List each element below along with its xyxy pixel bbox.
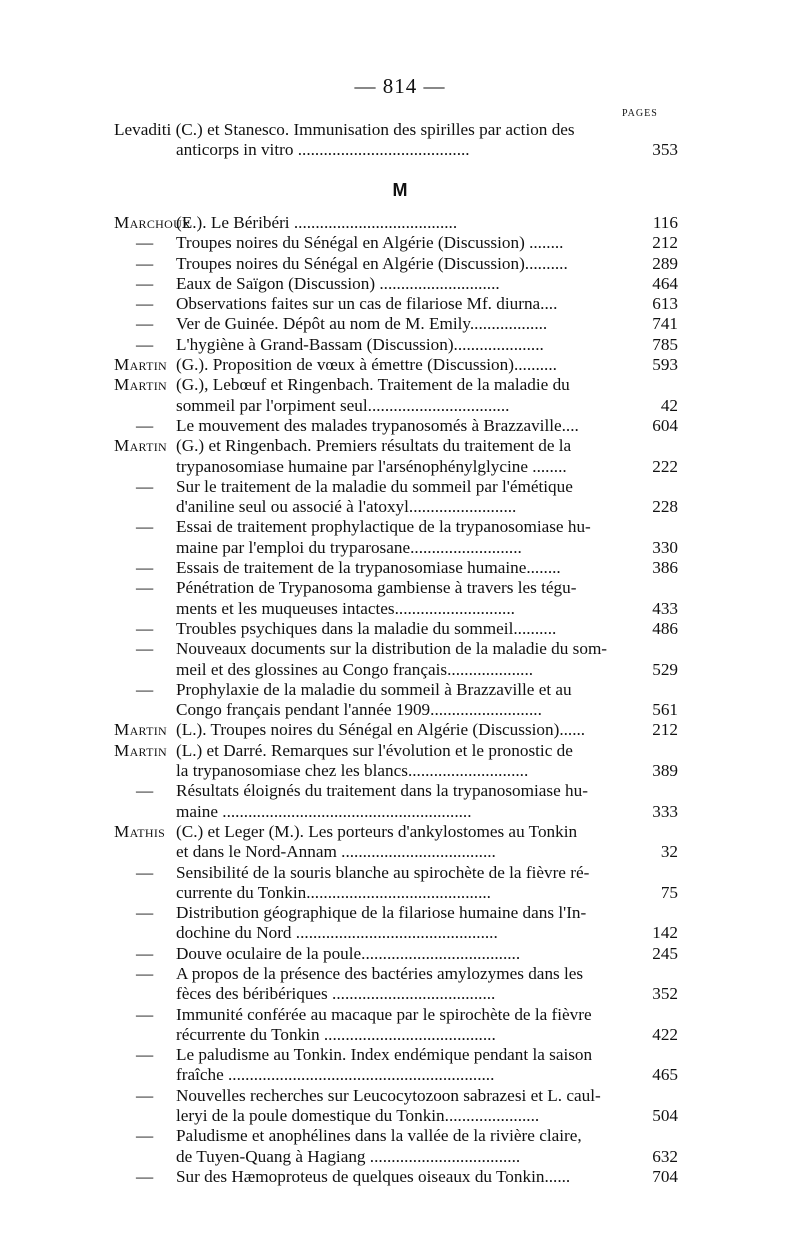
entry-text: Résultats éloignés du traitement dans la trypanosomiase hu- (176, 781, 588, 801)
index-entry-line (114, 700, 678, 720)
ditto-dash: — (136, 639, 154, 659)
entry-text: Distribution géographique de la filariose humaine dans l'In- (176, 903, 587, 923)
entry-text: Nouvelles recherches sur Leucocytozoon sabrazesi et L. caul- (176, 1085, 601, 1105)
ditto-dash: — (136, 578, 154, 598)
ditto-dash: — (136, 1004, 154, 1024)
section-letter-heading: M (392, 180, 408, 200)
entry-page-number: 245 (652, 943, 678, 963)
index-entry-line (114, 944, 678, 964)
ditto-dash: — (136, 943, 154, 963)
index-entry-line (114, 923, 678, 943)
entry-page-number: 228 (652, 497, 678, 517)
entry-text: (G.), Lebœuf et Ringenbach. Traitement de la maladie du (176, 375, 570, 395)
entry-page-number: 561 (652, 700, 678, 720)
index-block-m (114, 213, 678, 1187)
entry-page-number: 704 (652, 1166, 678, 1186)
ditto-dash: — (136, 1166, 154, 1186)
entry-author: Martin (114, 720, 168, 740)
entry-text: Douve oculaire de la poule..................................... (176, 943, 521, 963)
entry-page-number: 42 (660, 395, 678, 415)
entry-author: Martin (114, 740, 168, 760)
index-block-l (114, 120, 678, 161)
entry-text: anticorps in vitro ........................................ (176, 140, 470, 160)
entry-text: la trypanosomiase chez les blancs............................ (176, 761, 529, 781)
index-entry-line (114, 660, 678, 680)
index-entry-line (114, 1126, 678, 1146)
index-entry-line (114, 1167, 678, 1187)
entry-text: (E.). Le Béribéri ...................................... (176, 213, 458, 232)
entry-page-number: 422 (652, 1024, 678, 1044)
ditto-dash: — (136, 476, 154, 496)
ditto-dash: — (136, 1126, 154, 1146)
ditto-dash: — (136, 781, 154, 801)
entry-text: (G.). Proposition de vœux à émettre (Discussion).......... (176, 355, 557, 375)
page-number: — 814 — (354, 74, 446, 98)
entry-page-number: 785 (652, 334, 678, 354)
entry-text: A propos de la présence des bactéries amylozymes dans les (176, 963, 584, 983)
ditto-dash: — (136, 415, 154, 435)
entry-text: Le mouvement des malades trypanosomés à Brazzaville.... (176, 415, 579, 435)
entry-text: ments et les muqueuses intactes............................ (176, 598, 515, 618)
index-entry-line (114, 863, 678, 883)
entry-page-number: 212 (652, 720, 678, 740)
ditto-dash: — (136, 334, 154, 354)
ditto-dash: — (136, 963, 154, 983)
entry-page-number: 142 (652, 923, 678, 943)
ditto-dash: — (136, 679, 154, 699)
index-entry-line (114, 842, 678, 862)
entry-page-number: 352 (652, 984, 678, 1004)
entry-page-number: 222 (652, 456, 678, 476)
entry-text: Le paludisme au Tonkin. Index endémique pendant la saison (176, 1045, 593, 1065)
ditto-dash: — (136, 253, 154, 273)
index-entry-line (114, 335, 678, 355)
entry-text: Troubles psychiques dans la maladie du sommeil.......... (176, 618, 557, 638)
ditto-dash: — (136, 618, 154, 638)
index-entry-line (114, 903, 678, 923)
entry-page-number: 330 (652, 537, 678, 557)
index-entry-line (114, 396, 678, 416)
ditto-dash: — (136, 1085, 154, 1105)
entry-page-number: 613 (652, 294, 678, 314)
entry-text: fèces des béribériques ...................................... (176, 984, 496, 1004)
index-entry-line (114, 1045, 678, 1065)
index-entry-line (114, 477, 678, 497)
index-entry-line (114, 964, 678, 984)
index-entry-line (114, 781, 678, 801)
ditto-dash: — (136, 903, 154, 923)
entry-page-number: 741 (652, 314, 678, 334)
entry-page-number: 465 (652, 1065, 678, 1085)
entry-author: Martin (114, 355, 168, 375)
ditto-dash: — (136, 558, 154, 578)
entry-text: Paludisme et anophélines dans la vallée de la rivière claire, (176, 1126, 582, 1146)
entry-text: Essais de traitement de la trypanosomiase humaine........ (176, 558, 561, 578)
entry-text: Troupes noires du Sénégal en Algérie (Discussion).......... (176, 253, 568, 273)
index-entry-line (114, 436, 678, 456)
entry-author: Martin (114, 436, 168, 456)
index-entry-line (114, 558, 678, 578)
entry-text: (G.) et Ringenbach. Premiers résultats du traitement de la (176, 436, 572, 456)
entry-text: Ver de Guinée. Dépôt au nom de M. Emily.................. (176, 314, 548, 334)
entry-text: (L.) et Darré. Remarques sur l'évolution et le pronostic de (176, 740, 573, 760)
index-entry-line (114, 822, 678, 842)
index-entry-line (114, 355, 678, 375)
index-entry-line (114, 883, 678, 903)
index-entry-line (114, 1025, 678, 1045)
entry-text: currente du Tonkin........................................... (176, 882, 491, 902)
index-entry-line (114, 517, 678, 537)
entry-text: et dans le Nord-Annam .................................... (176, 842, 496, 862)
entry-text: dochine du Nord ............................................... (176, 923, 498, 943)
index-entry-line (114, 213, 678, 233)
index-entry-line (114, 984, 678, 1004)
entry-page-number: 604 (652, 415, 678, 435)
index-entry-line (114, 639, 678, 659)
entry-page-number: 504 (652, 1106, 678, 1126)
index-entry-line (114, 599, 678, 619)
index-entry-line (114, 140, 678, 160)
index-entry-line (114, 233, 678, 253)
entry-page-number: 212 (652, 233, 678, 253)
entry-page-number: 389 (652, 761, 678, 781)
entry-text: (C.) et Leger (M.). Les porteurs d'ankylostomes au Tonkin (176, 821, 578, 841)
entry-text: Pénétration de Trypanosoma gambiense à travers les tégu- (176, 578, 577, 598)
entry-text: Troupes noires du Sénégal en Algérie (Discussion) ........ (176, 233, 564, 253)
entry-text: Eaux de Saïgon (Discussion) ............................ (176, 273, 500, 293)
index-entry-line (114, 578, 678, 598)
entry-text: Nouveaux documents sur la distribution de la maladie du som- (176, 639, 608, 659)
index-entry-line (114, 1147, 678, 1167)
index-entry-line (114, 538, 678, 558)
index-entry-line (114, 761, 678, 781)
entry-page-number: 32 (660, 842, 678, 862)
entry-text: trypanosomiase humaine par l'arsénophénylglycine ........ (176, 456, 567, 476)
ditto-dash: — (136, 1045, 154, 1065)
entry-text: Prophylaxie de la maladie du sommeil à Brazzaville et au (176, 679, 572, 699)
pages-column-label: PAGES (622, 108, 658, 119)
entry-text: récurrente du Tonkin ........................................ (176, 1024, 496, 1044)
index-entry-line (114, 294, 678, 314)
index-entry-line (114, 1086, 678, 1106)
entry-page-number: 333 (652, 801, 678, 821)
entry-author: Marchoux (114, 213, 192, 232)
entry-page-number: 75 (660, 882, 678, 902)
index-entry-line (114, 497, 678, 517)
entry-page-number: 464 (652, 273, 678, 293)
entry-text: d'aniline seul ou associé à l'atoxyl......................... (176, 497, 517, 517)
index-entry-line (114, 741, 678, 761)
entry-page-number: 632 (652, 1146, 678, 1166)
ditto-dash: — (136, 314, 154, 334)
index-entry-line (114, 680, 678, 700)
index-entry-line (114, 314, 678, 334)
entry-page-number: 353 (652, 140, 678, 160)
entry-author: Mathis (114, 821, 166, 841)
entry-text: Sur des Hæmoproteus de quelques oiseaux du Tonkin...... (176, 1166, 571, 1186)
ditto-dash: — (136, 273, 154, 293)
ditto-dash: — (136, 294, 154, 314)
entry-text: Sensibilité de la souris blanche au spirochète de la fièvre ré- (176, 862, 590, 882)
entry-text: (L.). Troupes noires du Sénégal en Algérie (Discussion)...... (176, 720, 586, 740)
entry-text: L'hygiène à Grand-Bassam (Discussion)..................... (176, 334, 544, 354)
entry-text: sommeil par l'orpiment seul................................. (176, 395, 510, 415)
entry-page-number: 289 (652, 253, 678, 273)
entry-text: maine par l'emploi du tryparosane.......................... (176, 537, 522, 557)
index-entry-line (114, 274, 678, 294)
ditto-dash: — (136, 862, 154, 882)
index-entry-line (114, 375, 678, 395)
index-entry-line (114, 120, 678, 140)
entry-text: de Tuyen-Quang à Hagiang ................................... (176, 1146, 521, 1166)
entry-text: fraîche .............................................................. (176, 1065, 495, 1085)
index-entry-line (114, 1005, 678, 1025)
index-entry-line (114, 1065, 678, 1085)
index-entry-line (114, 1106, 678, 1126)
entry-page-number: 116 (652, 213, 678, 232)
entry-text: maine .......................................................... (176, 801, 472, 821)
entry-text: Immunité conférée au macaque par le spirochète de la fièvre (176, 1004, 592, 1024)
ditto-dash: — (136, 517, 154, 537)
index-entry-line (114, 457, 678, 477)
index-entry-line (114, 619, 678, 639)
entry-text: meil et des glossines au Congo français.................... (176, 659, 534, 679)
entry-page-number: 486 (652, 618, 678, 638)
index-entry-line (114, 254, 678, 274)
entry-text: Congo français pendant l'année 1909.......................... (176, 700, 542, 720)
index-entry-line (114, 802, 678, 822)
entry-text: Levaditi (C.) et Stanesco. Immunisation des spirilles par action des (114, 120, 575, 139)
entry-text: Essai de traitement prophylactique de la trypanosomiase hu- (176, 517, 591, 537)
entry-page-number: 529 (652, 659, 678, 679)
entry-text: Sur le traitement de la maladie du sommeil par l'émétique (176, 476, 573, 496)
entry-text: leryi de la poule domestique du Tonkin...................... (176, 1106, 540, 1126)
entry-text: Observations faites sur un cas de filariose Mf. diurna.... (176, 294, 558, 314)
entry-page-number: 433 (652, 598, 678, 618)
entry-page-number: 593 (652, 355, 678, 375)
entry-page-number: 386 (652, 558, 678, 578)
entry-author: Martin (114, 375, 168, 395)
index-entry-line (114, 416, 678, 436)
ditto-dash: — (136, 233, 154, 253)
index-entry-line (114, 720, 678, 740)
